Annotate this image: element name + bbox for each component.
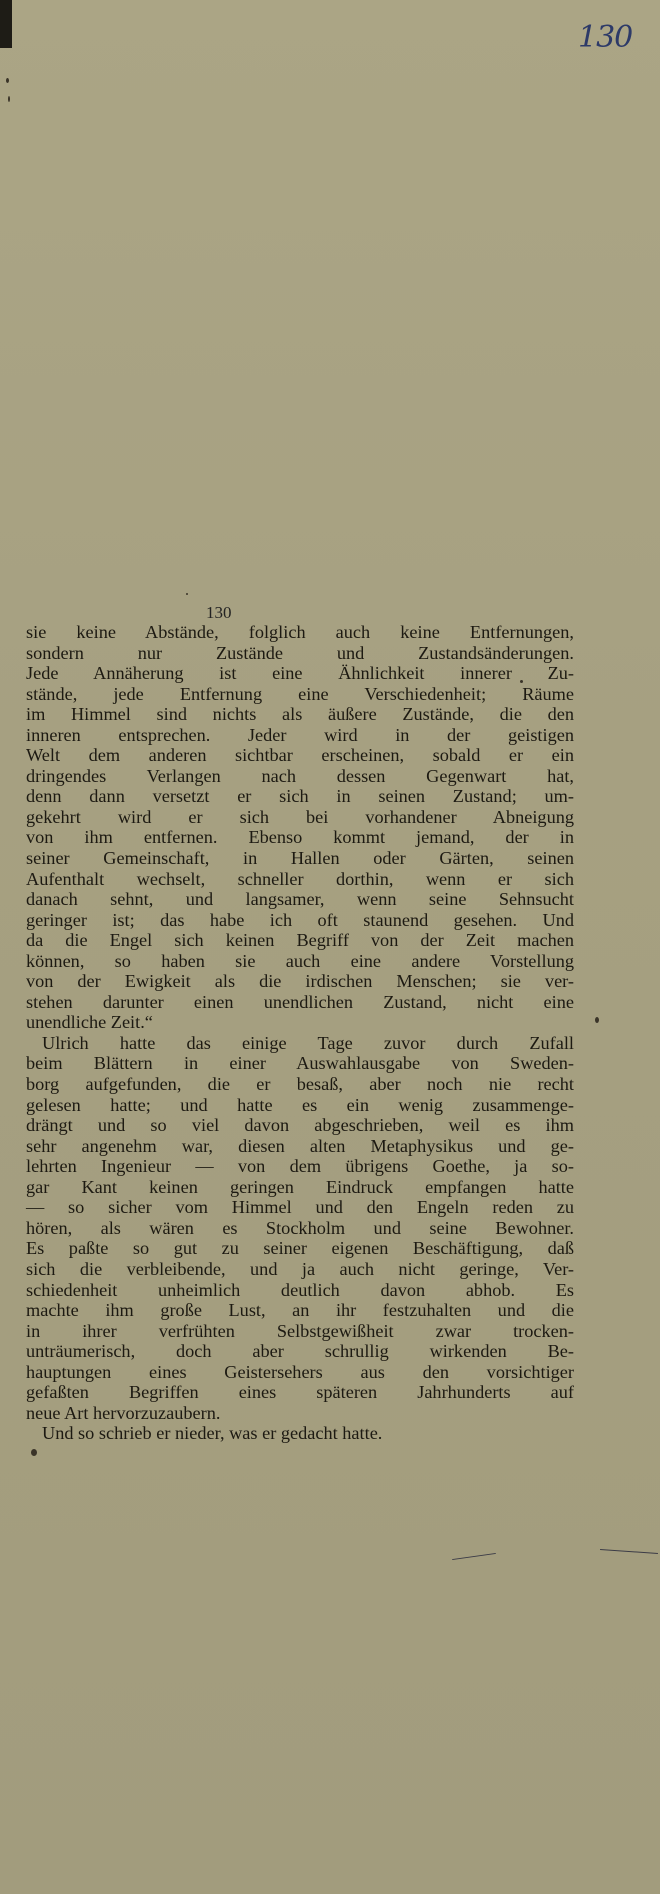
archive-number: 130 <box>578 20 633 55</box>
text-line: stände, jede Entfernung eine Verschiedenheit; Räume <box>26 683 574 704</box>
text-line: denn dann versetzt er sich in seinen Zustand; um- <box>26 786 574 807</box>
text-line: schiedenheit unheimlich deutlich davon abhob. Es <box>26 1279 574 1300</box>
speck <box>8 96 10 102</box>
text-line: Und so schrieb er nieder, was er gedacht hatte. <box>42 1423 383 1444</box>
text-line: können, so haben sie auch eine andere Vorstellung <box>26 950 574 971</box>
text-line: — so sicher vom Himmel und den Engeln reden zu <box>26 1197 574 1218</box>
scan-edge-shadow <box>0 0 12 48</box>
text-line: Ulrich hatte das einige Tage zuvor durch Zufall <box>42 1032 574 1053</box>
text-line: unträumerisch, doch aber schrullig wirkenden Be- <box>26 1341 574 1362</box>
body-text <box>26 622 574 1444</box>
text-line: von ihm entfernen. Ebenso kommt jemand, der in <box>26 827 574 848</box>
text-line: machte ihm große Lust, an ihr festzuhalten und die <box>26 1300 574 1321</box>
page-number: 130 <box>206 603 232 622</box>
text-line: danach sehnt, und langsamer, wenn seine Sehnsucht <box>26 889 574 910</box>
text-line: beim Blättern in einer Auswahlausgabe von Sweden- <box>26 1053 574 1074</box>
text-line: sich die verbleibende, und ja auch nicht geringe, Ver- <box>26 1258 574 1279</box>
speck <box>595 1017 599 1023</box>
speck <box>31 1449 37 1456</box>
text-line: gelesen hatte; und hatte es ein wenig zusammenge- <box>26 1094 574 1115</box>
text-line: geringer ist; das habe ich oft staunend gesehen. Und <box>26 909 574 930</box>
text-line: Jede Annäherung ist eine Ähnlichkeit innerer Zu- <box>26 663 574 684</box>
text-line: Es paßte so gut zu seiner eigenen Beschäftigung, daß <box>26 1238 574 1259</box>
paragraph-3 <box>26 1423 574 1444</box>
text-line: dringendes Verlangen nach dessen Gegenwart hat, <box>26 765 574 786</box>
speck <box>6 78 9 83</box>
text-line: da die Engel sich keinen Begriff von der Zeit machen <box>26 930 574 951</box>
text-line: inneren entsprechen. Jeder wird in der geistigen <box>26 724 574 745</box>
text-line: unendliche Zeit.“ <box>26 1012 153 1033</box>
text-line: hauptungen eines Geistersehers aus den vorsichtiger <box>26 1361 574 1382</box>
text-line: gefaßten Begriffen eines späteren Jahrhunderts auf <box>26 1382 574 1403</box>
text-line: lehrten Ingenieur — von dem übrigens Goethe, ja so- <box>26 1156 574 1177</box>
text-line: hören, als wären es Stockholm und seine Bewohner. <box>26 1217 574 1238</box>
text-line: gekehrt wird er sich bei vorhandener Abneigung <box>26 806 574 827</box>
text-line: in ihrer verfrühten Selbstgewißheit zwar trocken- <box>26 1320 574 1341</box>
paragraph-2 <box>26 1033 574 1423</box>
text-line: von der Ewigkeit als die irdischen Menschen; sie ver- <box>26 971 574 992</box>
text-line: Aufenthalt wechselt, schneller dorthin, wenn er sich <box>26 868 574 889</box>
text-line: sie keine Abstände, folglich auch keine Entfernungen, <box>26 622 574 642</box>
text-line: im Himmel sind nichts als äußere Zustände, die den <box>26 704 574 725</box>
text-line: Welt dem anderen sichtbar erscheinen, sobald er ein <box>26 745 574 766</box>
text-line: seiner Gemeinschaft, in Hallen oder Gärten, seinen <box>26 848 574 869</box>
text-line: drängt und so viel davon abgeschrieben, weil es ihm <box>26 1115 574 1136</box>
text-line: sehr angenehm war, diesen alten Metaphysikus und ge- <box>26 1135 574 1156</box>
paragraph-1 <box>26 622 574 1033</box>
text-line: stehen darunter einen unendlichen Zustand, nicht eine <box>26 991 574 1012</box>
text-line: neue Art hervorzuzaubern. <box>26 1402 221 1423</box>
text-line: borg aufgefunden, die er besaß, aber noch nie recht <box>26 1074 574 1095</box>
speck <box>186 593 188 595</box>
text-line: sondern nur Zustände und Zustandsänderungen. <box>26 642 574 663</box>
text-line: gar Kant keinen geringen Eindruck empfangen hatte <box>26 1176 574 1197</box>
